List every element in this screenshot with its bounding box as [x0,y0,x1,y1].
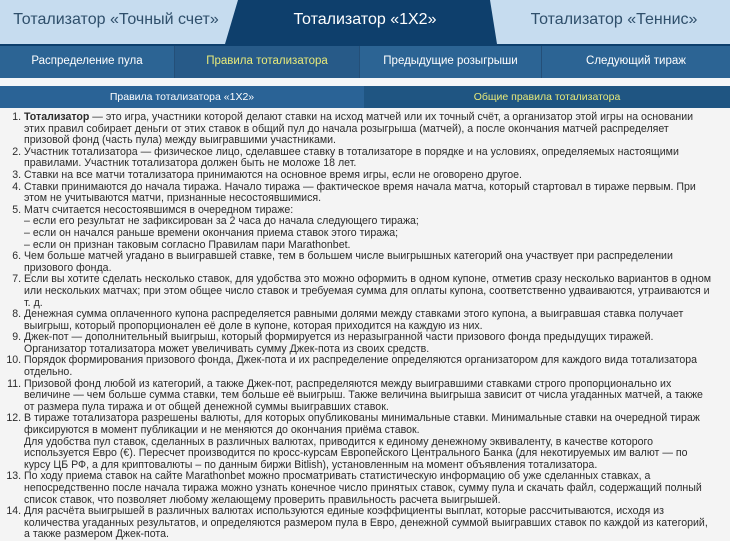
section-nav [0,44,730,78]
rule-text: Ставки на все матчи тотализатора принимаются на основное время игры, если не оговорено другое. [24,168,522,181]
rule-text: Джек-пот — дополнительный выигрыш, который формируется из неразыгранной части призового фонда предыдущих тиражей. Организатор тотализатора может увеличивать сумму Джек-пота из своих средств. [24,331,654,355]
rule-text: Участник тотализатора — физическое лицо, сделавшее ставку в тотализаторе в порядке и на условиях, определяемых настоящими правилами. Участник тотализатора должен быть не моложе 18 лет. [24,145,679,170]
rule-text: Денежная сумма оплаченного купона распределяется равными долями между ставками этого купона, а выигравшая ставка получает выигрыш, который пропорционален её доле в купоне, которая приходится на каждую из них. [24,308,684,332]
rule-term: Тотализатор [24,111,90,123]
rules-list [0,112,730,541]
rule-text: — это игра, участники которой делают ставки на исход матчей или их точный счёт, а организатор этой игры на основании этих правил собирает деньги от этих ставок в общий пул до начала розыгрыша (матчей), а после окончания матчей распределяет призовой фонд (часть пула) между выигравшими участниками. [24,111,694,147]
tab-general-rules[interactable]: Общие правила тотализатора [364,86,730,108]
tab-1x2-rules[interactable]: Правила тотализатора «1X2» [0,86,364,108]
rule-item [24,147,716,170]
rule-item [24,274,716,309]
rule-subitem: – если он начался раньше времени окончания приема ставок этого тиража; [24,226,399,239]
rule-item [24,332,716,355]
rule-item [24,112,716,147]
rule-item [24,471,716,506]
rule-extra-text: Для удобства пул ставок, сделанных в различных валютах, приводится к единому денежному эквиваленту, в качестве которого используется Евро (€). Пересчет производится по кросс-курсам Европейского Центрального Банка (для некотируемых им валют — по курсу ЦБ РФ, а для криптовалюты – по данным биржи Bitlish), установленным на момент объявления тотализатора. [24,435,688,471]
rule-item [24,309,716,332]
tab-exact-score[interactable]: Тотализатор «Точный счет» [13,11,219,28]
rule-item [24,205,716,251]
rules-content [0,112,730,541]
nav-next-draw[interactable]: Следующий тираж [586,55,686,67]
nav-totalizator-rules[interactable]: Правила тотализатора [175,46,360,78]
rule-text: Ставки принимаются до начала тиража. Начало тиража — фактическое время начала матча, который стартовал в тираже первым. При этом не учитываются матчи, признанные несостоявшимися. [24,180,696,205]
product-tabs [0,0,730,44]
rule-subitem: – если его результат не зафиксирован за 2 часа до начала следующего тиража; [24,215,419,228]
tab-1x2[interactable]: Тотализатор «1X2» [293,11,437,28]
rule-item [24,506,716,541]
nav-pool-distribution[interactable]: Распределение пула [0,46,175,78]
nav-previous-draws[interactable]: Предыдущие розыгрыши [360,46,542,78]
rule-item [24,251,716,274]
rule-subitem: – если он признан таковым согласно Правилам пари Marathonbet. [24,238,351,251]
rule-text: Для расчёта выигрышей в различных валютах используются единые коэффициенты выплат, которые рассчитываются, исходя из количества угаданных результатов, и определяются размером пула в Евро, денежной суммой выигравших ставок по каждой из категорий, а также размером Джек-пота. [24,505,708,541]
rule-text: По ходу приема ставок на сайте Marathonbet можно просматривать статистическую информацию об уже сделанных ставках, а непосредственно после начала тиража можно узнать конечное число принятых ставок, сумму пула и скачать файл, содержащий полный список ставок, что позволяет любому желающему проверить правильность расчета выигрышей. [24,470,702,506]
rule-text: Чем больше матчей угадано в выигравшей ставке, тем в большем числе выигрышных категорий она участвует при распределении призового фонда. [24,250,673,274]
rule-item [24,379,716,414]
rules-tabs [0,86,730,108]
rule-text: В тираже тотализатора разрешены валюты, для которых опубликованы минимальные ставки. Минимальные ставки на очередной тираж фиксируются в момент публикации и не меняются до окончания приёма ставок. [24,412,700,437]
rule-text: Если вы хотите сделать несколько ставок, для удобства это можно оформить в одном купоне, отметив сразу несколько вариантов в одном или нескольких матчах; при этом общее число ставок и требуемая сумма для оплаты купона, соответственно удваиваются, утраиваются и т. д. [24,273,712,309]
rule-text: Призовой фонд любой из категорий, а также Джек-пот, распределяются между выигравшими ставками строго пропорционально их величине — чем больше сумма ставки, тем больше её выигрыш. Также величина выигрыша зависит от числа угаданных матчей, а также от размера пула тиража и от общей денежной суммы выигравших ставок. [24,377,703,413]
divider [0,78,730,86]
rule-text: Матч считается несостоявшимся в очередном тираже: [24,203,294,216]
rule-item [24,355,716,378]
rule-item [24,413,716,471]
tab-tennis[interactable]: Тотализатор «Теннис» [530,11,698,28]
rule-item [24,182,716,205]
rule-text: Порядок формирования призового фонда, Джек-пота и их распределение определяются организатором для каждого вида тотализатора отдельно. [24,354,698,379]
